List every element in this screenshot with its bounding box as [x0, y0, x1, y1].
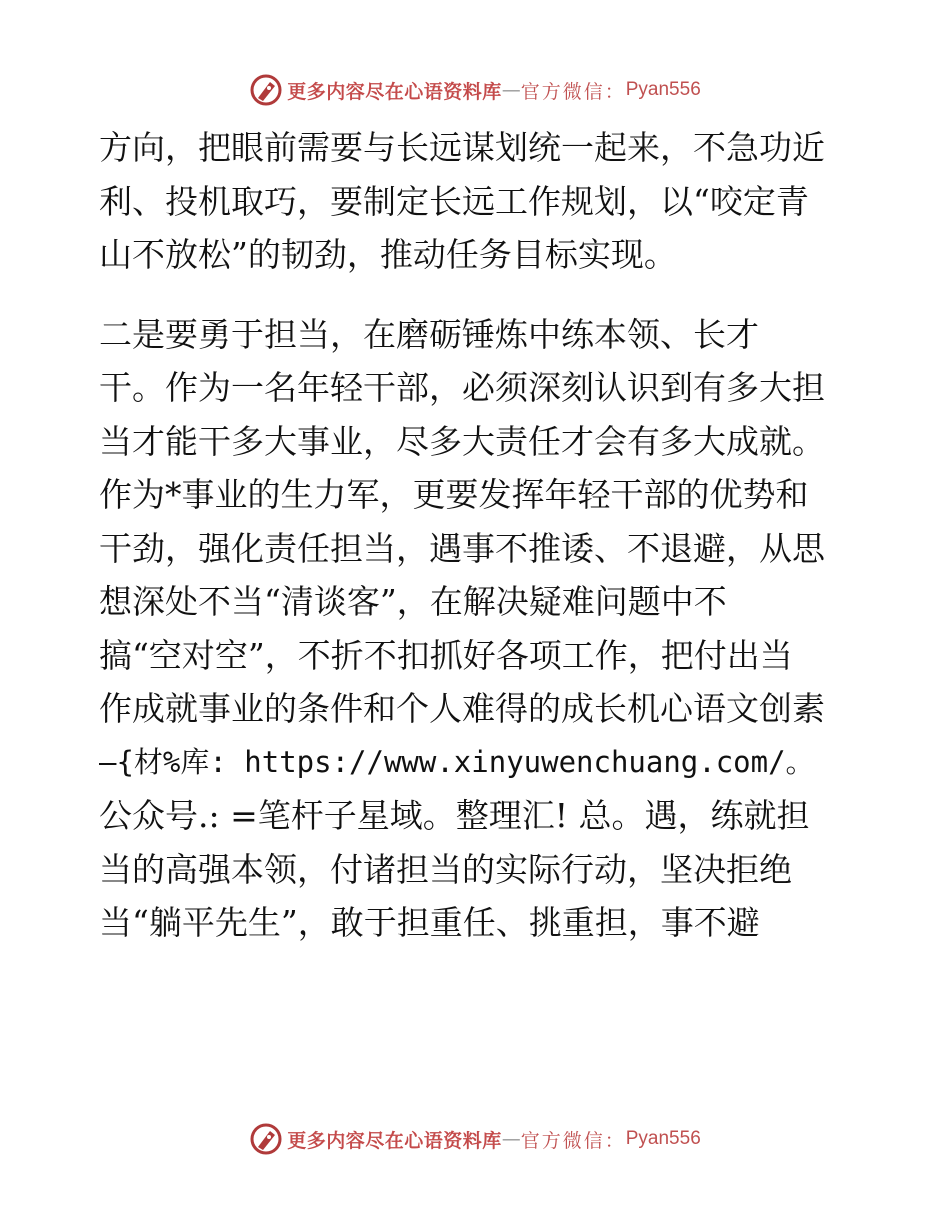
text-line: 二是要勇于担当，在磨砺锤炼中练本领、长才 [99, 314, 759, 354]
text-line: 山不放松”的韧劲，推动任务目标实现。 [99, 235, 677, 274]
paragraph-1 [99, 121, 859, 282]
header-separator: — [501, 79, 521, 101]
text-line: 干。作为一名年轻干部，必须深刻认识到有多大担 [99, 368, 825, 407]
text-line: 想深处不当“清谈客”，在解决疑难问题中不 [99, 582, 727, 621]
header-wechat-id: Pyan556 [625, 79, 701, 100]
text-line: 当“躺平先生”，敢于担重任、挑重担，事不避 [99, 903, 760, 942]
header-banner [0, 70, 950, 110]
text-line: 干劲，强化责任担当，遇事不推诿、不退避，从思 [99, 528, 825, 568]
footer-wechat-label: 官方微信： [520, 1129, 626, 1152]
pen-nib-logo-icon [249, 1122, 283, 1156]
footer-banner [0, 1119, 950, 1159]
text-line: 方向，把眼前需要与长远谋划统一起来，不急功近 [99, 128, 825, 167]
text-line: 公众号.: =笔杆子星域。整理汇! 总。遇，练就担 [99, 796, 810, 835]
header-main-text: 更多内容尽在心语资料库 [287, 80, 502, 103]
text-line-url: —{材%库: https://www.xinyuwenchuang.com/。 [99, 744, 815, 779]
text-line: 当的高强本领，付诸担当的实际行动，坚决拒绝 [99, 849, 792, 889]
text-line: 作为*事业的生力军，更要发挥年轻干部的优势和 [99, 475, 809, 514]
paragraph-gap [99, 282, 859, 308]
pen-nib-logo-icon [249, 73, 283, 107]
header-wechat-label: 官方微信： [520, 80, 626, 103]
text-line: 搞“空对空”，不折不扣抓好各项工作，把付出当 [99, 635, 793, 675]
footer-separator: — [501, 1128, 521, 1150]
text-line: 利、投机取巧，要制定长远工作规划，以“咬定青 [99, 181, 809, 221]
footer-wechat-id: Pyan556 [625, 1128, 701, 1149]
text-line: 当才能干多大事业，尽多大责任才会有多大成就。 [99, 421, 825, 461]
paragraph-2 [99, 308, 859, 950]
text-line: 作成就事业的条件和个人难得的成长机心语文创素 [99, 689, 825, 728]
footer-main-text: 更多内容尽在心语资料库 [287, 1129, 502, 1152]
document-body [99, 121, 859, 950]
